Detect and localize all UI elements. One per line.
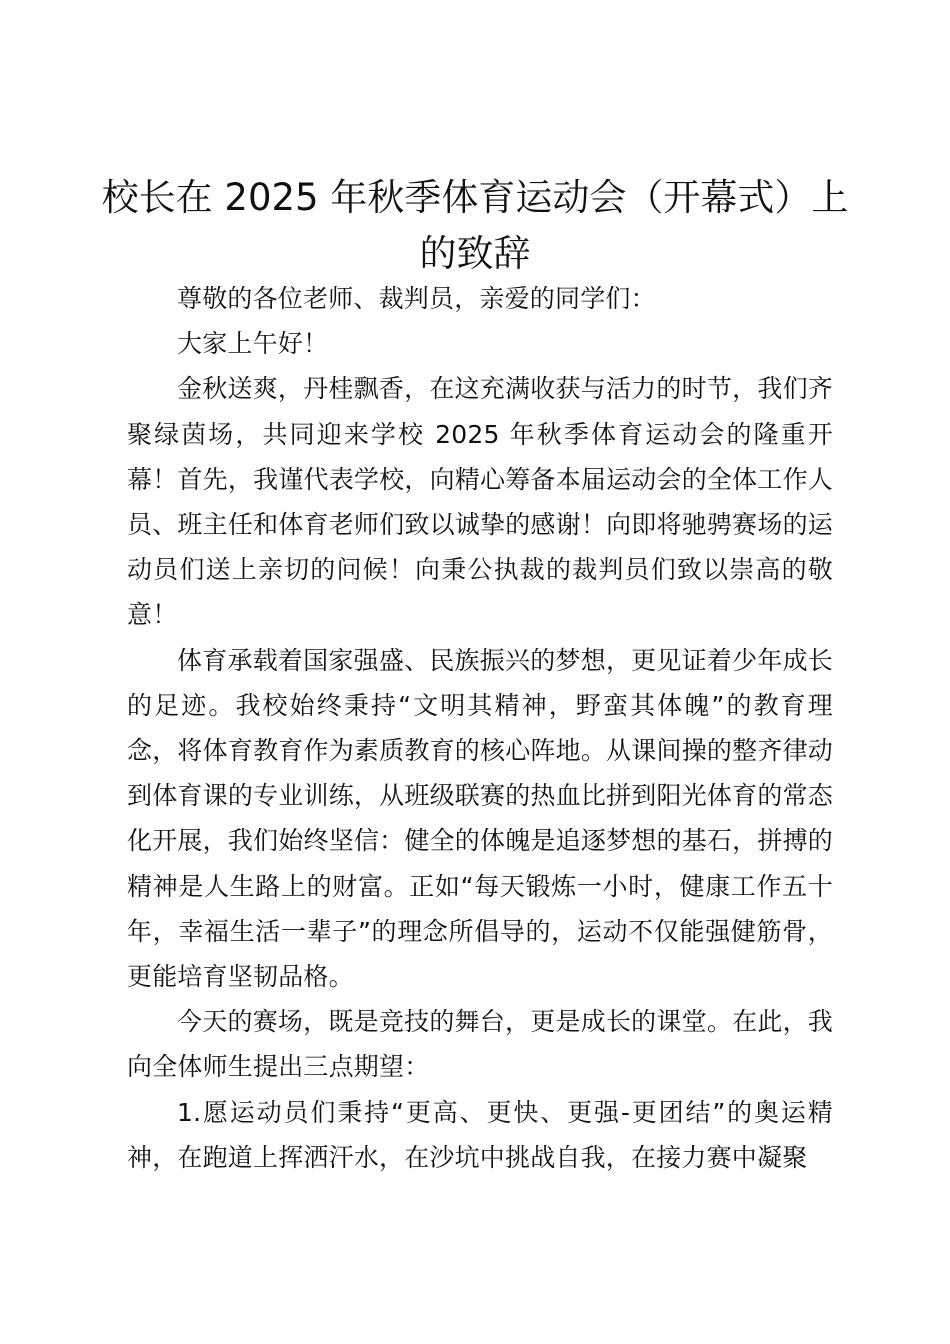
paragraph-expectations-intro: 今天的赛场，既是竞技的舞台，更是成长的课堂。在此，我向全体师生提出三点期望： — [127, 1007, 833, 1082]
title-line-1: 校长在 2025 年秋季体育运动会（开幕式）上 — [101, 176, 849, 219]
document-title — [100, 170, 850, 282]
paragraph-expectation-1: 1.愿运动员们秉持“更高、更快、更强-更团结”的奥运精神，在跑道上挥洒汗水，在沙坑中挑战自我，在接力赛中凝聚 — [127, 1097, 833, 1172]
greeting: 大家上午好！ — [177, 329, 329, 359]
paragraph-sports-philosophy: 体育承载着国家强盛、民族振兴的梦想，更见证着少年成长的足迹。我校始终秉持“文明其精神，野蛮其体魄”的教育理念，将体育教育作为素质教育的核心阵地。从课间操的整齐律动到体育课的专业训练，从班级联赛的热血比拼到阳光体育的常态化开展，我们始终坚信：健全的体魄是追逐梦想的基石，拼搏的精神是人生路上的财富。正如“每天锻炼一小时，健康工作五十年，幸福生活一辈子”的理念所倡导的，运动不仅能强健筋骨，更能培育坚韧品格。 — [127, 645, 833, 992]
salutation: 尊敬的各位老师、裁判员，亲爱的同学们： — [177, 284, 656, 313]
paragraph-opening: 金秋送爽，丹桂飘香，在这充满收获与活力的时节，我们齐聚绿茵场，共同迎来学校 2025 年秋季体育运动会的隆重开幕！首先，我谨代表学校，向精心筹备本届运动会的全体工作人员、班主任和体育老师们致以诚挚的感谢！向即将驰骋赛场的运动员们送上亲切的问候！向秉公执裁的裁判员们致以崇高的敬意！ — [127, 374, 833, 630]
title-line-2: 的致辞 — [419, 232, 531, 275]
document-body — [127, 276, 833, 1180]
